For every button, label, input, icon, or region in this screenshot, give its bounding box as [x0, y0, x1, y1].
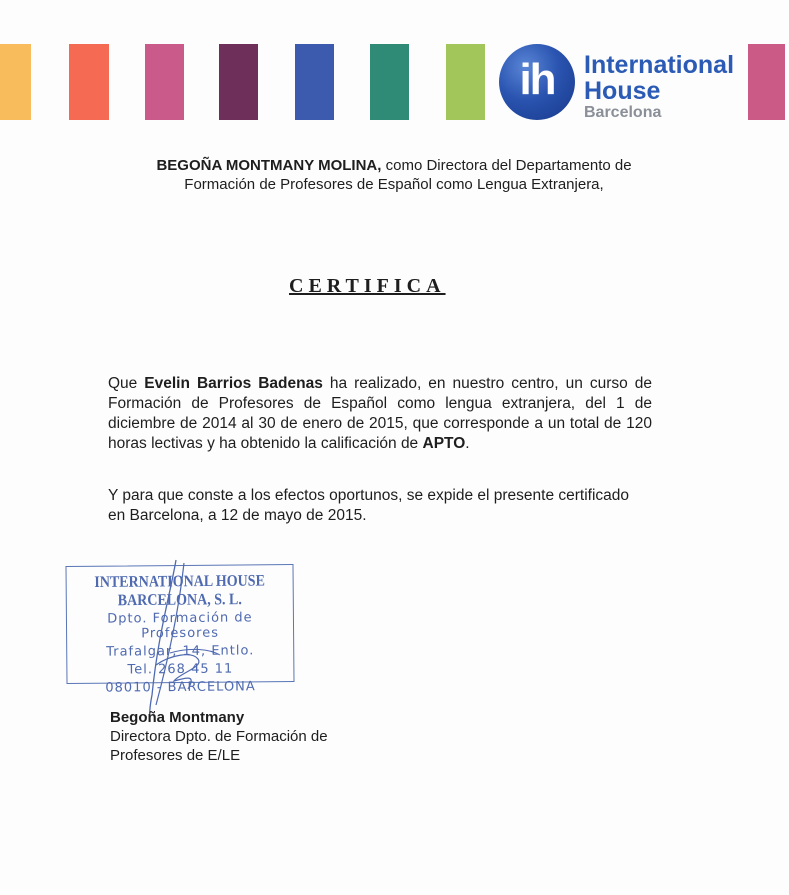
ih-logo-mark — [499, 44, 575, 120]
stamp-address: Trafalgar, 14, Entlo. — [106, 643, 255, 660]
stamp-department: Dpto. Formación de Profesores — [107, 610, 253, 642]
color-bar-4 — [219, 44, 258, 120]
color-bar-5 — [295, 44, 334, 120]
intro-text-2: Formación de Profesores de Español como Lengua Extranjera, — [184, 176, 604, 193]
logo-mark-text: ih — [519, 55, 555, 104]
closing-line-2: en Barcelona, a 12 de mayo de 2015. — [108, 507, 367, 524]
color-bar-1 — [0, 44, 31, 120]
color-bar-3 — [145, 44, 184, 120]
stamp-city: 08010 - BARCELONA — [105, 679, 256, 696]
signatory-role-2: Profesores de E/LE — [110, 747, 241, 764]
closing-line-1: Y para que conste a los efectos oportunos, se expide el presente certificado — [108, 487, 630, 504]
certifica-heading: CERTIFICA — [289, 275, 446, 297]
color-bar-6 — [370, 44, 409, 120]
signature-block — [110, 708, 328, 765]
signatory-role-1: Directora Dpto. de Formación de — [110, 728, 328, 745]
logo-line-house: House — [584, 77, 661, 105]
color-bar-8 — [748, 44, 785, 120]
grade: APTO — [422, 435, 466, 452]
closing-paragraph — [108, 486, 668, 526]
stamp-company-name: INTERNATIONAL HOUSE BARCELONA, S. L. — [94, 572, 265, 610]
student-name: Evelin Barrios Badenas — [144, 375, 323, 392]
stamp-phone: Tel. 268 45 11 — [127, 661, 234, 678]
logo-line-barcelona: Barcelona — [584, 104, 662, 121]
signatory-name: Begoña Montmany — [110, 709, 245, 726]
ih-logo-wordmark — [584, 53, 734, 121]
intro-text-1: como Directora del Departamento de — [381, 157, 632, 174]
color-bar-7 — [446, 44, 485, 120]
director-name: BEGOÑA MONTMANY MOLINA, — [156, 157, 382, 174]
body-middle: ha realizado, en nuestro centro, un curso de Formación de Profesores de Español como lengua extranjera, del 1 de diciembre de 2014 al 30 de enero de 2015, que corresponde a un total de 120 horas lectivas y ha obtenido la calificación de — [108, 375, 652, 452]
logo-line-international: International — [584, 51, 735, 79]
body-end: . — [465, 435, 470, 452]
intro-paragraph — [114, 156, 674, 194]
body-start: Que — [108, 375, 145, 392]
handwritten-signature — [100, 555, 240, 725]
color-bar-2 — [69, 44, 109, 120]
certificate-body — [108, 374, 652, 454]
